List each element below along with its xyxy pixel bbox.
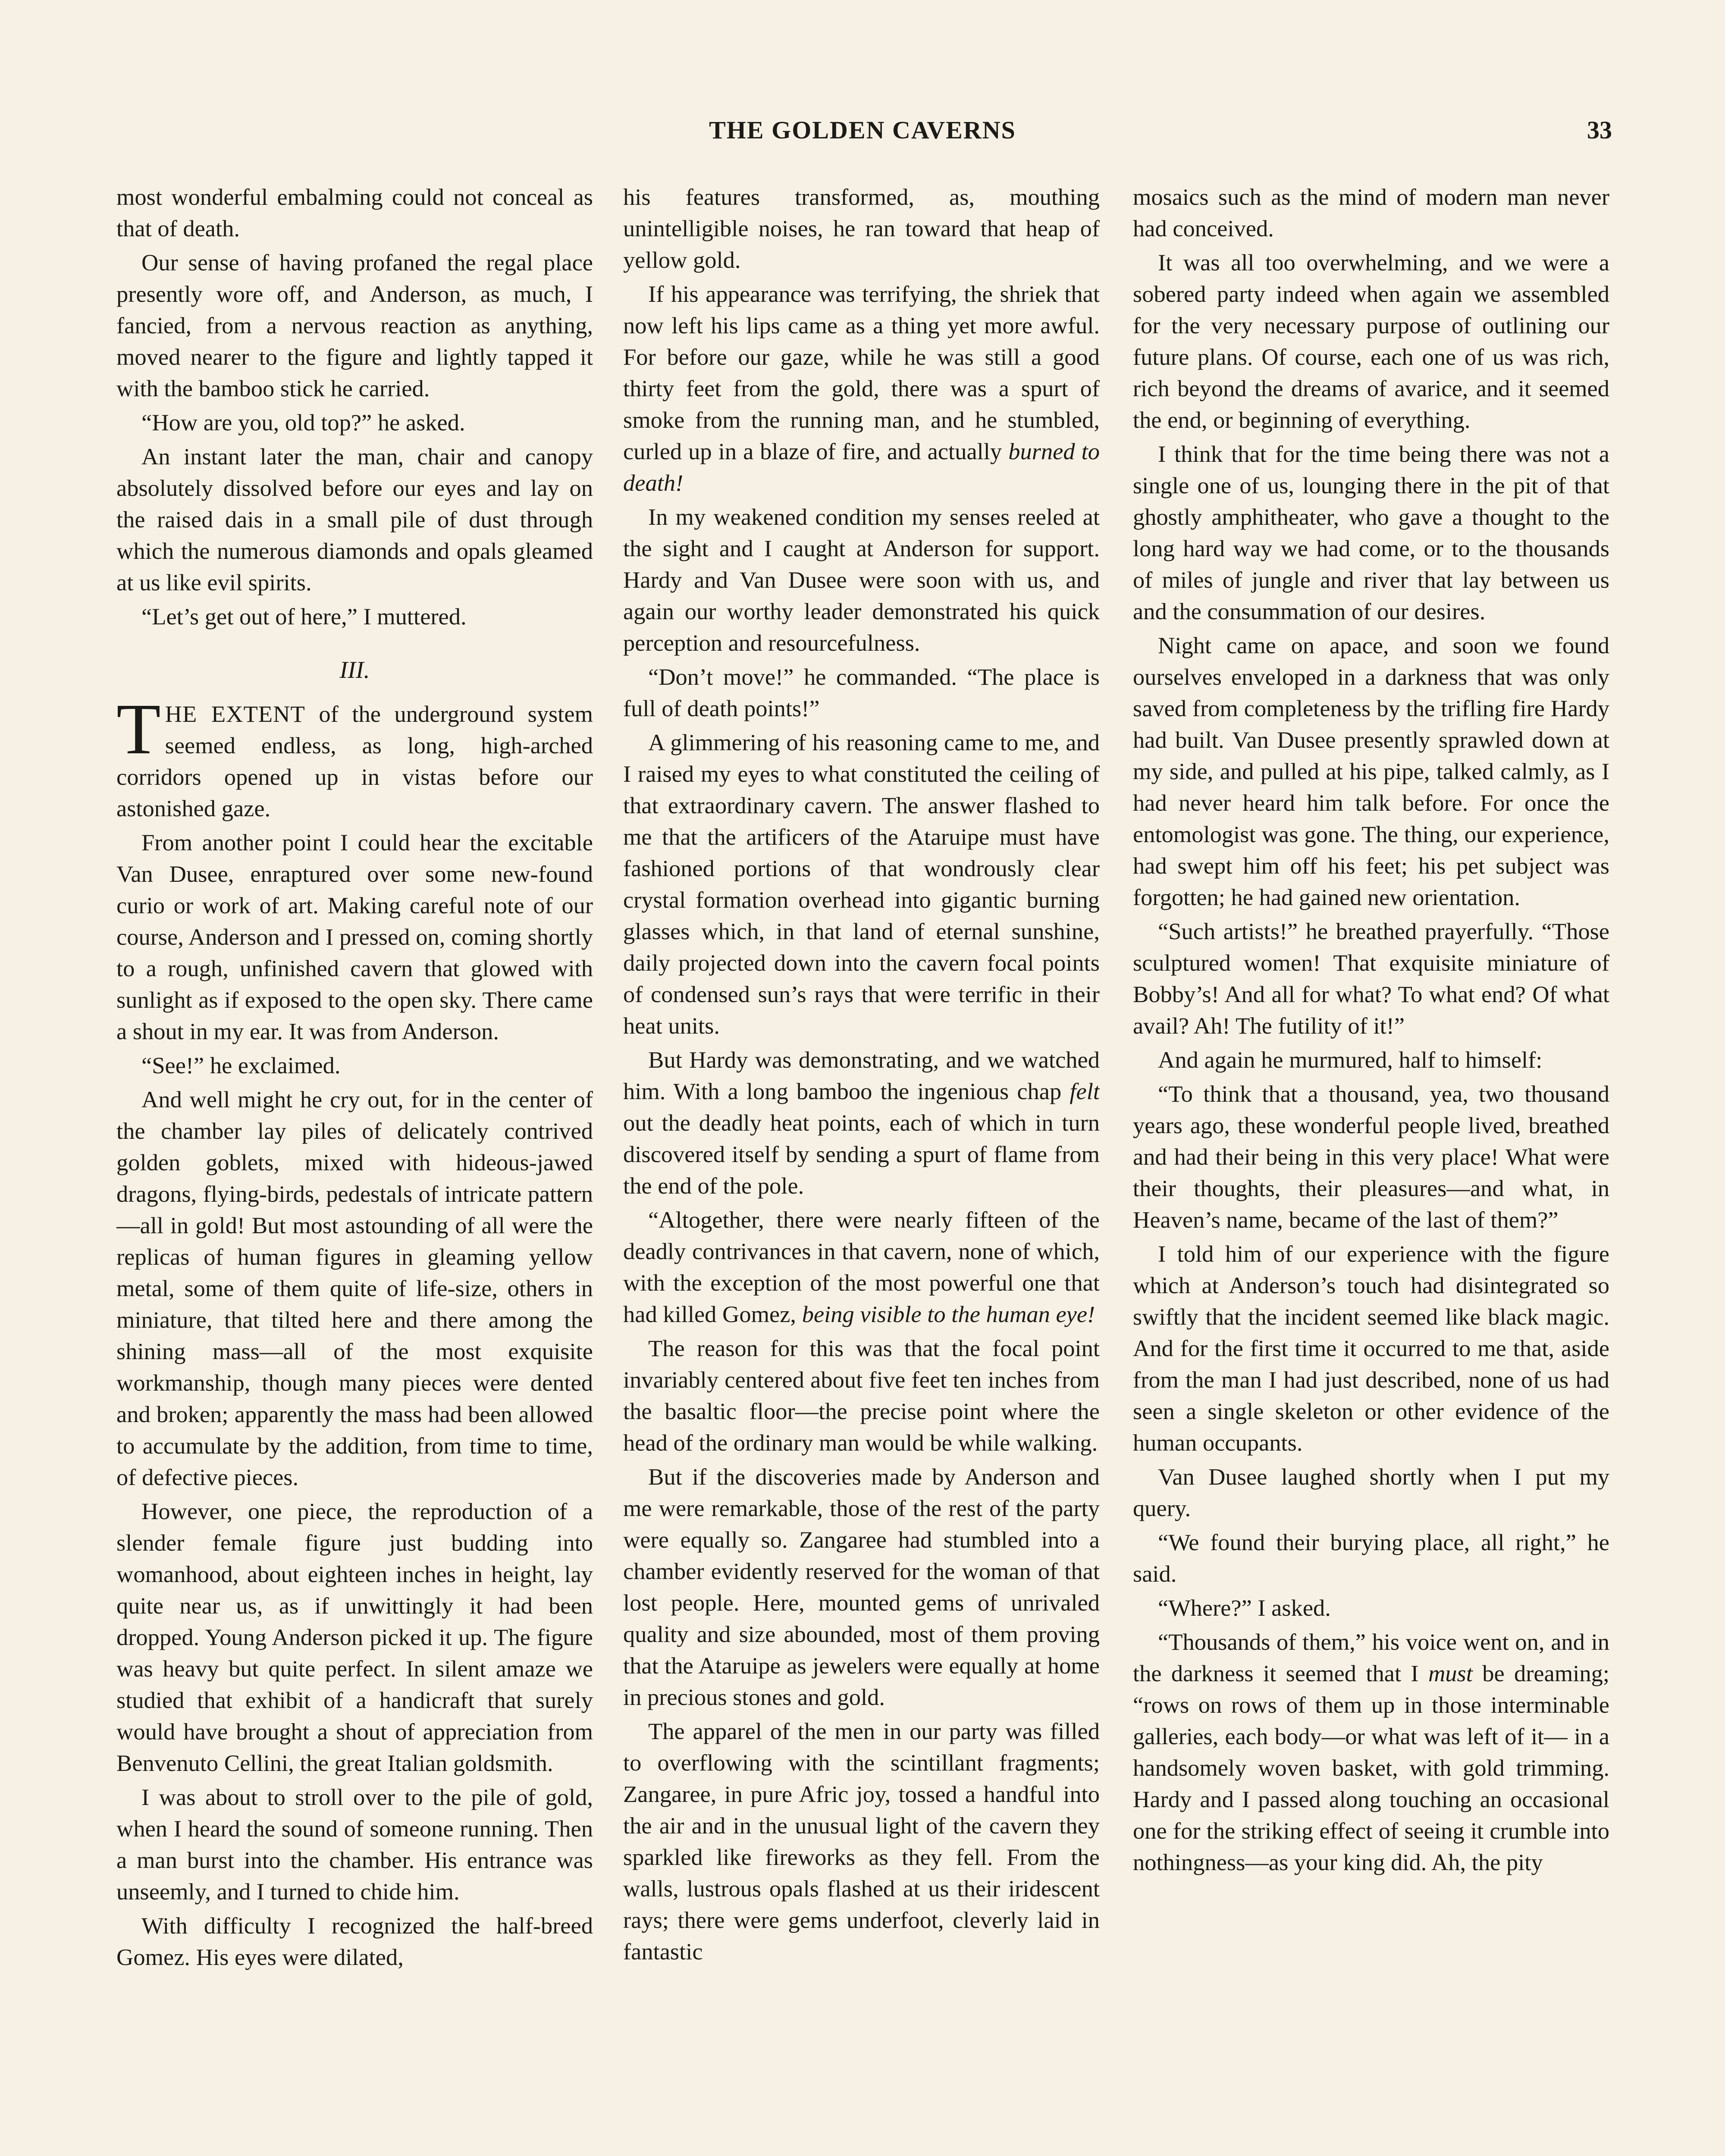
paragraph: An instant later the man, chair and canopy absolutely dissolved before our eyes and lay on the raised dais in a small pile of dust through which the numerous diamonds and opals gleamed at us like evil spirits. bbox=[116, 443, 593, 595]
paragraph: “How are you, old top?” he asked. bbox=[141, 409, 465, 436]
paragraph: It was all too overwhelming, and we were a sobered party indeed when again we assembled for the very necessary purpose of outlining our future plans. Of course, each one of us was rich, rich beyond the dreams of avarice, and it seemed the end, or beginning of everything. bbox=[1133, 249, 1609, 433]
paragraph bbox=[623, 278, 1100, 498]
paragraph: In my weakened condition my senses reeled at the sight and I caught at Anderson for support. Hardy and Van Dusee were soon with us, and again our worthy leader demonstrated his quick perception and resourcefulness. bbox=[623, 504, 1100, 656]
paragraph: his features transformed, as, mouthing unintelligible noises, he ran toward that heap of yellow gold. bbox=[623, 184, 1100, 273]
paragraph-text: “Thousands of them,” his voice went on, and in the darkness it seemed that I bbox=[1133, 1629, 1609, 1686]
paragraph: And again he murmured, half to himself: bbox=[1158, 1047, 1543, 1073]
paragraph-text: out the deadly heat points, each of which in turn discovered itself by sending a spurt of flame from the end of the pole. bbox=[623, 1109, 1100, 1199]
paragraph: “Let’s get out of here,” I muttered. bbox=[141, 603, 467, 630]
paragraph: “To think that a thousand, yea, two thousand years ago, these wonderful people lived, breathed and had their being in this very place! What were their thoughts, their pleasures—and what, in Heaven’s name, became of the last of them?” bbox=[1133, 1081, 1609, 1233]
text-column-1 bbox=[116, 181, 593, 2156]
paragraph: The apparel of the men in our party was filled to overflowing with the scintillant fragments; Zangaree, in pure Afric joy, tossed a handful into the air and in the unusual light of the cavern they sparkled like fireworks as they fell. From the walls, lustrous opals flashed at us their iridescent rays; there were gems underfoot, cleverly laid in fantastic bbox=[623, 1718, 1100, 1965]
paragraph bbox=[623, 1044, 1100, 1201]
paragraph: “See!” he exclaimed. bbox=[141, 1052, 341, 1078]
paragraph: But if the discoveries made by Anderson and me were remarkable, those of the rest of the party were equally so. Zangaree had stumbled into a chamber evidently reserved for the woman of that lost people. Here, mounted gems of unrivaled quality and size abounded, most of them proving that the Ataruipe as jewelers were equally at home in precious stones and gold. bbox=[623, 1463, 1100, 1710]
paragraph: Van Dusee laughed shortly when I put my query. bbox=[1133, 1463, 1609, 1521]
paragraph: Our sense of having profaned the regal place presently wore off, and Anderson, as much, I fancied, from a nervous reaction as anything, moved nearer to the figure and lightly tapped it with the bamboo stick he carried. bbox=[116, 249, 593, 401]
paragraph bbox=[1133, 1626, 1609, 1878]
paragraph: The reason for this was that the focal point invariably centered about five feet ten inches from the basaltic floor—the precise point where the head of the ordinary man would be while walking. bbox=[623, 1335, 1100, 1456]
paragraph: I told him of our experience with the figure which at Anderson’s touch had disintegrated so swiftly that the incident seemed like black magic. And for the first time it occurred to me that, aside from the man I had just described, none of us had seen a single skeleton or other evidence of the human occupants. bbox=[1133, 1241, 1609, 1456]
paragraph: With difficulty I recognized the half-breed Gomez. His eyes were dilated, bbox=[116, 1912, 593, 1970]
paragraph: Night came on apace, and soon we found ourselves enveloped in a darkness that was only saved from completeness by the trifling fire Hardy had built. Van Dusee presently sprawled down at my side, and pulled at his pipe, talked calmly, as I had never heard him talk before. For once the entomologist was gone. The thing, our experience, had swept him off his feet; his pet subject was forgotten; he had gained new orientation. bbox=[1133, 632, 1609, 910]
paragraph-text: be dreaming; “rows on rows of them up in those interminable galleries, each body—or what was left of it— in a handsomely woven basket, with gold trimming. Hardy and I passed along touching an occasional one for the striking effect of seeing it crumble into nothingness—as your king did. Ah, the pity bbox=[1133, 1660, 1609, 1875]
page-number: 33 bbox=[1587, 116, 1612, 144]
paragraph-text: of the underground system seemed endless, as long, high-arched corridors opened up in vistas before our astonished gaze. bbox=[116, 701, 593, 821]
paragraph bbox=[623, 1204, 1100, 1330]
paragraph: “We found their burying place, all right,” he said. bbox=[1133, 1529, 1609, 1587]
paragraph: “Such artists!” he breathed prayerfully. “Those sculptured women! That exquisite miniature of Bobby’s! And all for what? To what end? Of what avail? Ah! The futility of it!” bbox=[1133, 918, 1609, 1039]
paragraph-text: If his appearance was terrifying, the shriek that now left his lips came as a thing yet more awful. For before our gaze, while he was still a good thirty feet from the gold, there was a spurt of smoke from the running man, and he stumbled, curled up in a blaze of fire, and actually bbox=[623, 281, 1100, 464]
paragraph: From another point I could hear the excitable Van Dusee, enraptured over some new-found curio or work of art. Making careful note of our course, Anderson and I pressed on, coming shortly to a rough, unfinished cavern that glowed with sunlight as if exposed to the open sky. There came a shout in my ear. It was from Anderson. bbox=[116, 829, 593, 1044]
section-heading: III. bbox=[339, 657, 370, 683]
paragraph: “Where?” I asked. bbox=[1158, 1595, 1331, 1621]
paragraph: mosaics such as the mind of modern man never had conceived. bbox=[1133, 184, 1609, 241]
page-header bbox=[0, 116, 1725, 154]
italic-text: must bbox=[1428, 1660, 1473, 1686]
paragraph: I think that for the time being there was not a single one of us, lounging there in the pit of that ghostly amphitheater, who gave a thought to the long hard way we had come, or to the thousands of miles of jungle and river that lay between us and the consummation of our desires. bbox=[1133, 441, 1609, 624]
paragraph: However, one piece, the reproduction of a slender female figure just budding into womanhood, about eighteen inches in height, lay quite near us, as if unwittingly it had been dropped. Young Anderson picked it up. The figure was heavy but quite perfect. In silent amaze we studied that exhibit of a handicraft that surely would have brought a shout of appreciation from Benvenuto Cellini, the great Italian goldsmith. bbox=[116, 1498, 593, 1776]
paragraph: I was about to stroll over to the pile of gold, when I heard the sound of someone running. Then a man burst into the chamber. His entrance was unseemly, and I turned to chide him. bbox=[116, 1784, 593, 1905]
paragraph bbox=[116, 689, 593, 824]
paragraph-text: “Altogether, there were nearly fifteen of the deadly contrivances in that cavern, none of which, with the exception of the most powerful one that had killed Gomez, bbox=[623, 1206, 1100, 1327]
paragraph: “Don’t move!” he commanded. “The place is full of death points!” bbox=[623, 664, 1100, 721]
drop-cap: T bbox=[116, 689, 161, 769]
italic-text: felt bbox=[1070, 1078, 1100, 1104]
paragraph: And well might he cry out, for in the center of the chamber lay piles of delicately contrived golden goblets, mixed with hideous-jawed dragons, flying-birds, pedestals of intricate pattern —all in gold! But most astounding of all were the replicas of human figures in gleaming yellow metal, some of them quite of life-size, others in miniature, that tilted here and there among the shining mass—all of the most exquisite workmanship, though many pieces were dented and broken; apparently the mass had been allowed to accumulate by the addition, from time to time, of defective pieces. bbox=[116, 1086, 593, 1490]
running-title: THE GOLDEN CAVERNS bbox=[709, 116, 1016, 144]
paragraph-text: But Hardy was demonstrating, and we watched him. With a long bamboo the ingenious chap bbox=[623, 1047, 1100, 1104]
italic-text: being visible to the human eye! bbox=[802, 1301, 1095, 1327]
text-column-3 bbox=[1133, 181, 1609, 2156]
lead-in-text: HE EXTENT bbox=[165, 701, 305, 727]
paragraph: A glimmering of his reasoning came to me, and I raised my eyes to what constituted the ceiling of that extraordinary cavern. The answer flashed to me that the artificers of the Ataruipe must have fashioned portions of that wondrously clear crystal formation overhead into gigantic burning glasses which, in that land of eternal sunshine, daily projected down into the cavern focal points of condensed sun’s rays that were terrific in their heat units. bbox=[623, 729, 1100, 1039]
paragraph: most wonderful embalming could not conceal as that of death. bbox=[116, 184, 593, 241]
italic-text: burned to death! bbox=[623, 438, 1100, 496]
text-column-2 bbox=[623, 181, 1100, 2156]
